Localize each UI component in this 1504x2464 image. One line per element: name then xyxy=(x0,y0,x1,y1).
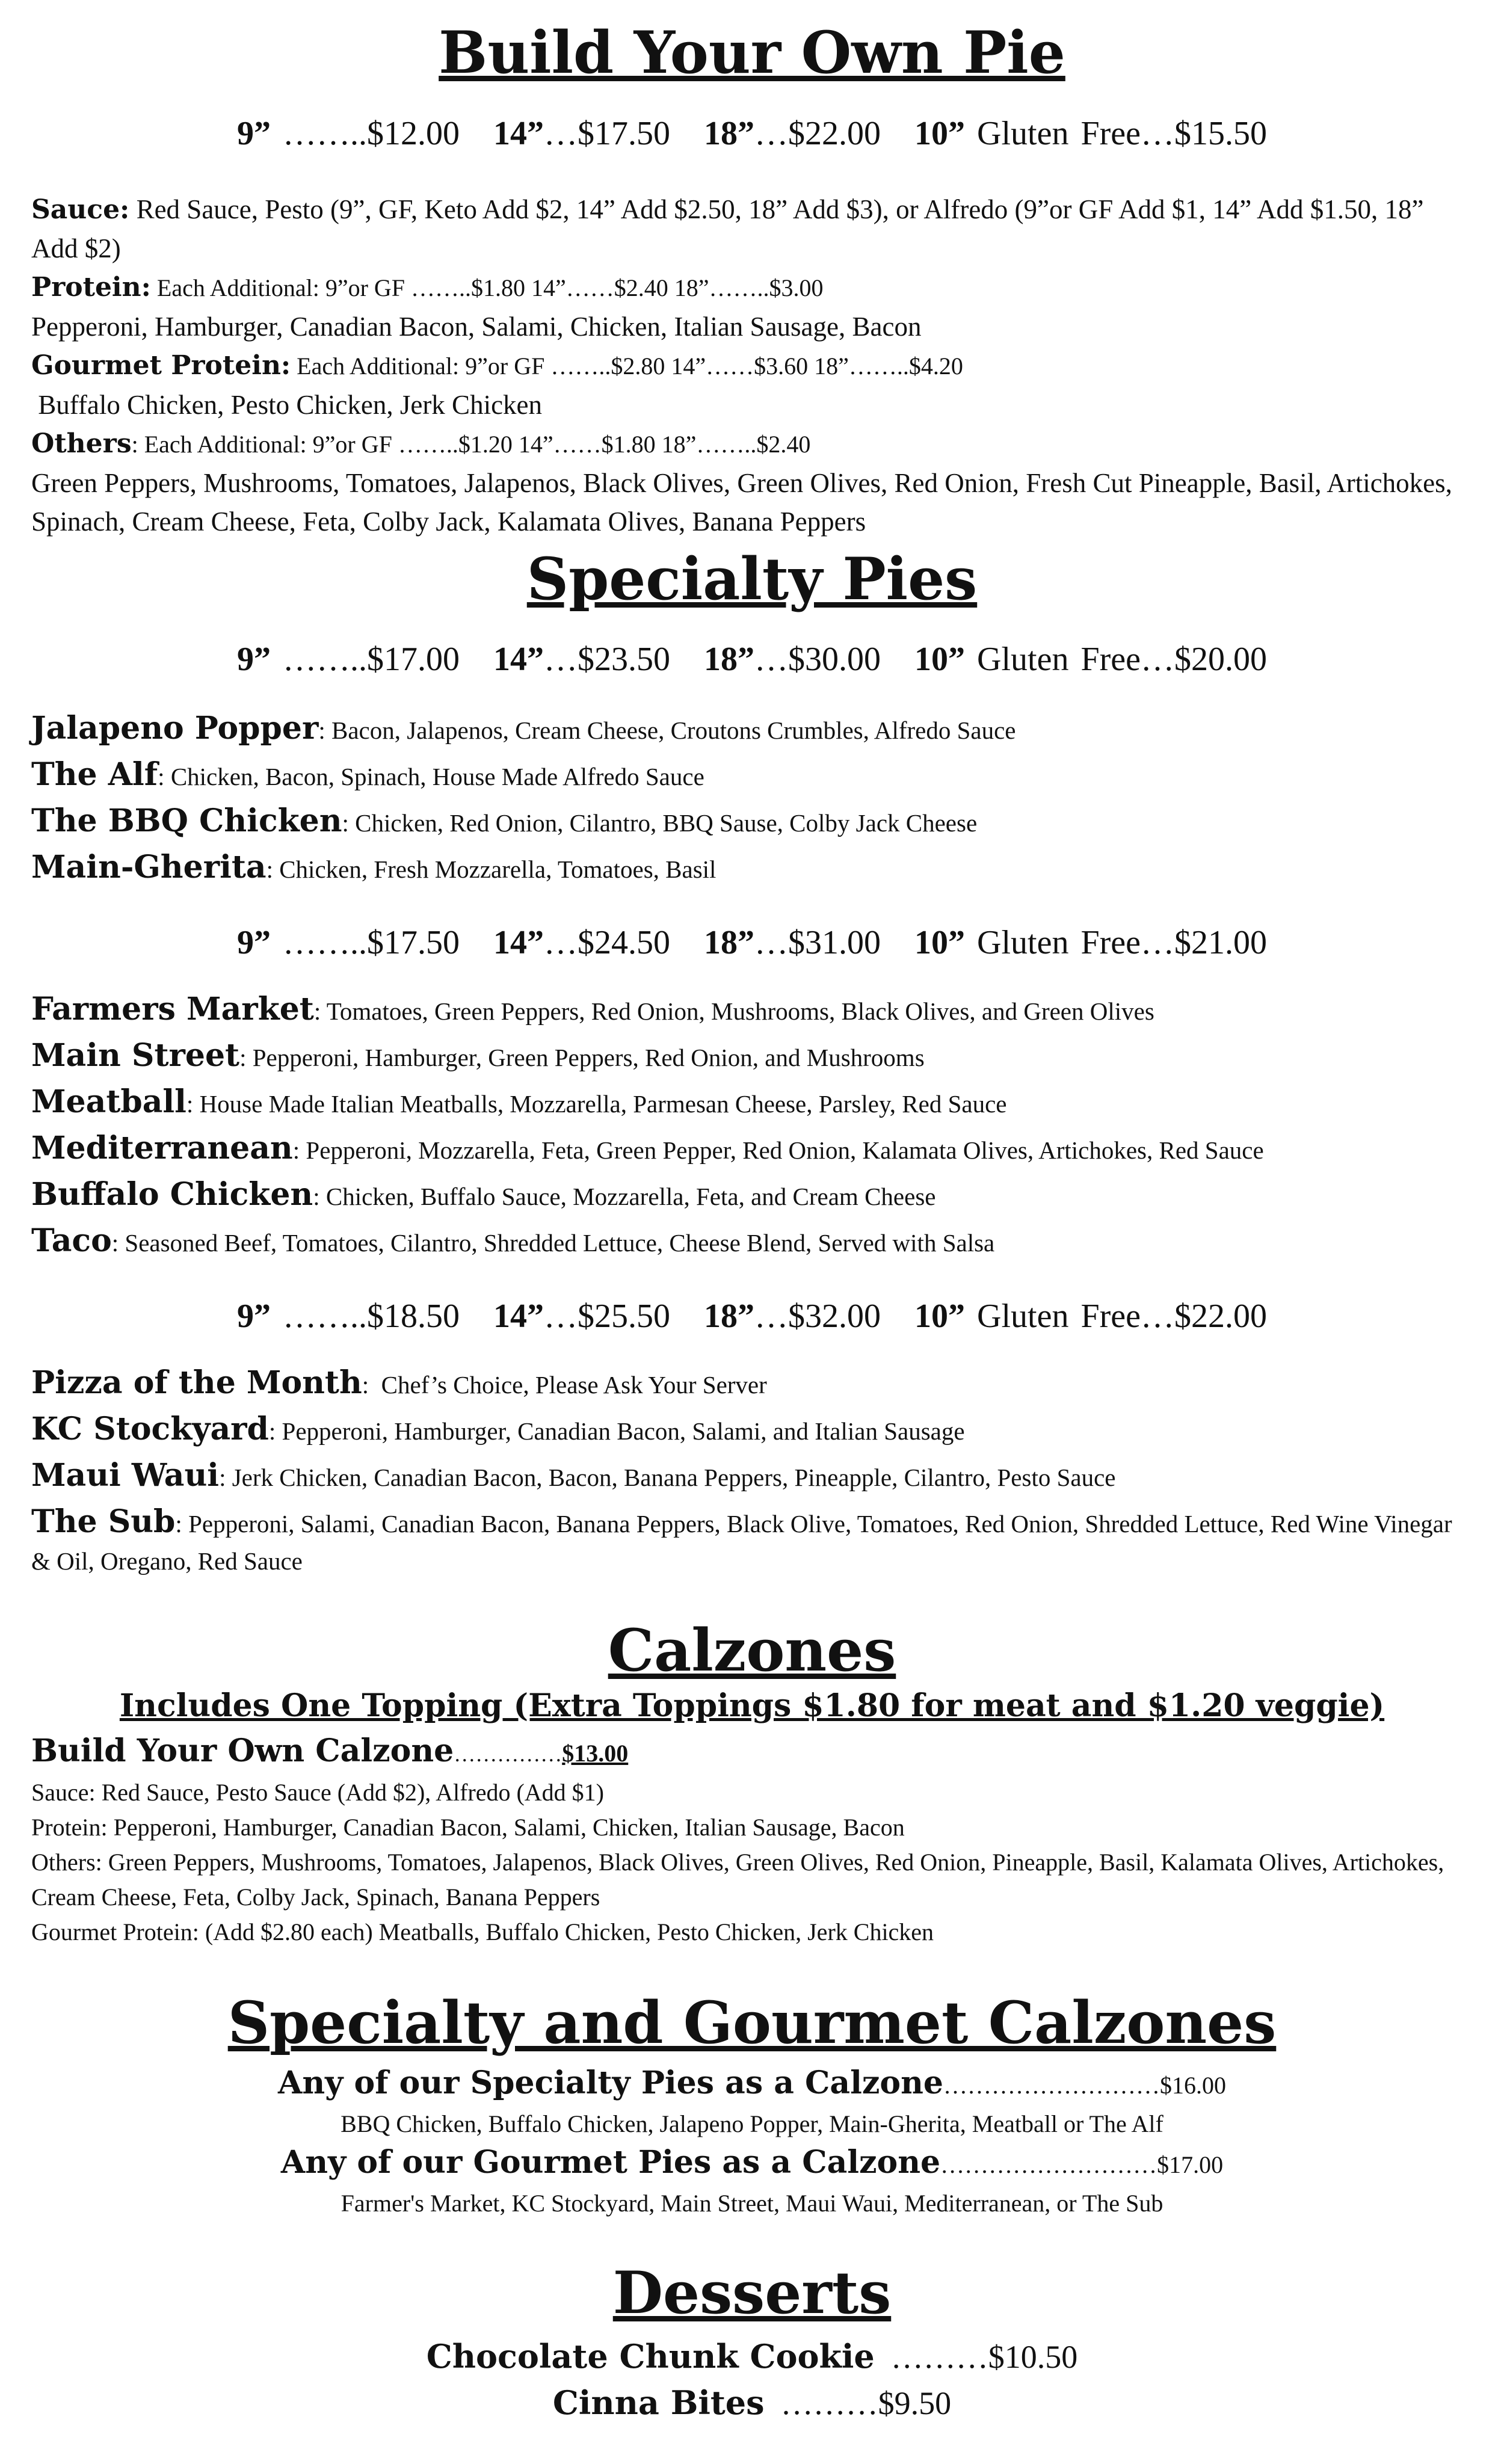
calzone-sauce: Sauce: Red Sauce, Pesto Sauce (Add $2), Alfredo (Add $1) xyxy=(31,1778,604,1806)
dots: … xyxy=(544,1297,578,1335)
gourmet-line xyxy=(31,346,1473,386)
calzone-item-price: $17.00 xyxy=(1157,2151,1224,2178)
gourmet-calzone-list: Farmer's Market, KC Stockyard, Main Street, Maui Waui, Mediterranean, or The Sub xyxy=(341,2189,1163,2217)
specialty-calzones-title: Specialty and Gourmet Calzones xyxy=(227,1988,1277,2057)
pie-name: The BBQ Chicken xyxy=(31,802,342,839)
pie-desc: : Chicken, Red Onion, Cilantro, BBQ Sause, Colby Jack Cheese xyxy=(342,808,978,837)
dots: …….. xyxy=(283,115,368,153)
pie-name: Taco xyxy=(31,1222,112,1259)
size-label: 14” xyxy=(493,115,544,153)
pie-name: The Sub xyxy=(31,1503,176,1541)
protein-line xyxy=(31,268,1473,307)
size-price: $18.50 xyxy=(367,1297,460,1335)
pie-item xyxy=(31,753,1473,799)
calzone-gourmet: Gourmet Protein: (Add $2.80 each) Meatballs, Buffalo Chicken, Pesto Chicken, Jerk Chicken xyxy=(31,1918,934,1945)
pie-desc: : Chef’s Choice, Please Ask Your Server xyxy=(362,1371,767,1399)
size-price: $32.00 xyxy=(788,1297,881,1335)
size-price: $31.00 xyxy=(788,923,881,961)
calzone-protein: Protein: Pepperoni, Hamburger, Canadian Bacon, Salami, Chicken, Italian Sausage, Bacon xyxy=(31,1813,905,1841)
pie-name: The Alf xyxy=(31,756,158,793)
others-list: Green Peppers, Mushrooms, Tomatoes, Jalapenos, Black Olives, Green Olives, Red Onion, Fresh Cut Pineapple, Basil, Artichokes, Spinach, Cream Cheese, Feta, Colby Jack, Kalamata Olives, Banana Peppers xyxy=(31,468,1452,537)
size-label: 9” xyxy=(237,923,271,961)
dots: …………… xyxy=(454,1742,562,1766)
sauce-line xyxy=(31,190,1473,268)
pie-item xyxy=(31,1361,1473,1407)
pie-name: Main-Gherita xyxy=(31,848,267,886)
pie-item xyxy=(31,1033,1473,1080)
gluten-free-label: Gluten Free… xyxy=(977,115,1174,153)
size-label: 14” xyxy=(493,923,544,961)
calzone-item-name: Any of our Gourmet Pies as a Calzone xyxy=(280,2143,941,2181)
pie-desc: : Seasoned Beef, Tomatoes, Cilantro, Shredded Lettuce, Cheese Blend, Served with Salsa xyxy=(111,1228,995,1257)
others-label: Others xyxy=(31,428,132,460)
protein-text: Each Additional: 9”or GF ……..$1.80 14”……$2.40 18”……..$3.00 xyxy=(150,274,824,302)
pie-desc: : Chicken, Buffalo Sauce, Mozzarella, Feta, and Cream Cheese xyxy=(313,1182,936,1210)
pie-desc: : Tomatoes, Green Peppers, Red Onion, Mushrooms, Black Olives, and Green Olives xyxy=(313,997,1154,1025)
build-your-own-title: Build Your Own Pie xyxy=(439,19,1065,87)
byo-calzone xyxy=(31,1730,1473,1775)
pie-desc: : Chicken, Fresh Mozzarella, Tomatoes, Basil xyxy=(266,855,717,883)
size-price: $25.50 xyxy=(578,1297,671,1335)
size-price: $23.50 xyxy=(578,640,671,678)
gluten-free-label: Gluten Free… xyxy=(977,923,1174,961)
size-label: 10” xyxy=(914,640,966,678)
sauce-text: Red Sauce, Pesto (9”, GF, Keto Add $2, 14” Add $2.50, 18” Add $3), or Alfredo (9”or GF Add $1, 14” Add $1.50, 18” Add $2) xyxy=(31,194,1424,264)
byo-price-bar xyxy=(31,114,1473,154)
gourmet-list: Buffalo Chicken, Pesto Chicken, Jerk Chicken xyxy=(31,390,543,420)
size-label: 18” xyxy=(704,115,755,153)
pie-name: Maui Waui xyxy=(31,1457,220,1494)
dessert-item xyxy=(31,2380,1473,2426)
calzone-item-price: $16.00 xyxy=(1159,2071,1226,2099)
pie-desc: : Bacon, Jalapenos, Cream Cheese, Croutons Crumbles, Alfredo Sauce xyxy=(318,716,1016,744)
dessert-price: $10.50 xyxy=(988,2339,1078,2376)
size-label: 9” xyxy=(237,1297,271,1335)
dessert-name: Chocolate Chunk Cookie xyxy=(426,2337,875,2376)
size-label: 9” xyxy=(237,640,271,678)
specialty-pies-title: Specialty Pies xyxy=(526,545,978,614)
pie-name: Main Street xyxy=(31,1036,240,1074)
pie-name: Meatball xyxy=(31,1083,186,1120)
dots: … xyxy=(754,640,789,678)
size-price: $30.00 xyxy=(788,640,881,678)
size-price: $15.50 xyxy=(1174,115,1267,153)
dots: … xyxy=(754,1297,789,1335)
pie-desc: : Pepperoni, Mozzarella, Feta, Green Pepper, Red Onion, Kalamata Olives, Artichokes, Red Sauce xyxy=(292,1136,1264,1164)
dots: … xyxy=(544,923,578,961)
pie-name: Buffalo Chicken xyxy=(31,1175,313,1213)
pie-desc: : Pepperoni, Hamburger, Green Peppers, Red Onion, and Mushrooms xyxy=(239,1043,925,1071)
specialty-calzone-item xyxy=(31,2062,1473,2107)
dessert-name: Cinna Bites xyxy=(552,2383,765,2422)
size-label: 18” xyxy=(704,640,755,678)
pie-desc: : Pepperoni, Hamburger, Canadian Bacon, Salami, and Italian Sausage xyxy=(268,1417,965,1446)
size-label: 14” xyxy=(493,640,544,678)
byo-calzone-name: Build Your Own Calzone xyxy=(31,1732,454,1769)
pie-item xyxy=(31,799,1473,845)
size-label: 14” xyxy=(493,1297,544,1335)
tier3-price-bar xyxy=(31,1296,1473,1337)
size-label: 18” xyxy=(704,1297,755,1335)
size-price: $17.50 xyxy=(367,923,460,961)
dots: …….. xyxy=(283,923,368,961)
size-label: 10” xyxy=(914,923,966,961)
dots: … xyxy=(754,115,789,153)
size-label: 10” xyxy=(914,115,966,153)
tier2-price-bar xyxy=(31,923,1473,963)
pie-item xyxy=(31,1453,1473,1500)
sauce-label: Sauce: xyxy=(31,194,130,226)
gourmet-text: Each Additional: 9”or GF ……..$2.80 14”……$3.60 18”……..$4.20 xyxy=(291,353,963,380)
pie-name: KC Stockyard xyxy=(31,1411,269,1448)
calzones-subtitle: Includes One Topping (Extra Toppings $1.80 for meat and $1.20 veggie) xyxy=(119,1687,1385,1725)
size-price: $12.00 xyxy=(367,115,460,153)
pie-name: Mediterranean xyxy=(31,1129,293,1166)
size-price: $17.00 xyxy=(367,640,460,678)
dots: ……………………… xyxy=(940,2151,1157,2178)
pie-desc: : Chicken, Bacon, Spinach, House Made Alfredo Sauce xyxy=(158,762,704,790)
dots: ……… xyxy=(874,2339,988,2376)
dots: ……… xyxy=(764,2385,878,2422)
size-price: $21.00 xyxy=(1174,923,1267,961)
calzone-item-name: Any of our Specialty Pies as a Calzone xyxy=(278,2064,943,2101)
size-label: 18” xyxy=(704,923,755,961)
pie-item xyxy=(31,1219,1473,1265)
specialty-calzone-list: BBQ Chicken, Buffalo Chicken, Jalapeno Popper, Main-Gherita, Meatball or The Alf xyxy=(341,2110,1163,2137)
pie-item xyxy=(31,706,1473,753)
pie-item xyxy=(31,1172,1473,1219)
protein-list: Pepperoni, Hamburger, Canadian Bacon, Salami, Chicken, Italian Sausage, Bacon xyxy=(31,312,922,342)
desserts-title: Desserts xyxy=(612,2258,892,2327)
gluten-free-label: Gluten Free… xyxy=(977,1297,1174,1335)
dots: …….. xyxy=(283,1297,368,1335)
calzones-title: Calzones xyxy=(608,1616,896,1685)
tier1-price-bar xyxy=(31,639,1473,680)
pie-item xyxy=(31,845,1473,892)
others-text: : Each Additional: 9”or GF ……..$1.20 14”……$1.80 18”……..$2.40 xyxy=(131,431,811,458)
pie-desc: : House Made Italian Meatballs, Mozzarella, Parmesan Cheese, Parsley, Red Sauce xyxy=(186,1089,1007,1118)
protein-label: Protein: xyxy=(31,272,151,303)
pie-name: Jalapeno Popper xyxy=(31,709,319,747)
pie-item xyxy=(31,1407,1473,1453)
dots: … xyxy=(544,115,578,153)
pie-name: Pizza of the Month xyxy=(31,1364,362,1402)
dots: … xyxy=(754,923,789,961)
pie-name: Farmers Market xyxy=(31,990,314,1027)
dots: ……………………… xyxy=(943,2071,1160,2099)
size-price: $20.00 xyxy=(1174,640,1267,678)
pie-item xyxy=(31,1126,1473,1172)
calzone-others: Others: Green Peppers, Mushrooms, Tomatoes, Jalapenos, Black Olives, Green Olives, Red Onion, Pineapple, Basil, Kalamata Olives, Artichokes, Cream Cheese, Feta, Colby Jack, Spinach, Banana Peppers xyxy=(31,1848,1444,1911)
pie-item xyxy=(31,1080,1473,1126)
size-price: $22.00 xyxy=(788,115,881,153)
size-price: $17.50 xyxy=(578,115,671,153)
size-price: $22.00 xyxy=(1174,1297,1267,1335)
dots: … xyxy=(544,640,578,678)
pie-desc: : Jerk Chicken, Canadian Bacon, Bacon, Banana Peppers, Pineapple, Cilantro, Pesto Sauce xyxy=(219,1464,1116,1492)
dessert-price: $9.50 xyxy=(878,2385,952,2422)
dots: …….. xyxy=(283,640,368,678)
byo-calzone-price: $13.00 xyxy=(562,1739,629,1767)
dessert-item xyxy=(31,2333,1473,2380)
size-label: 10” xyxy=(914,1297,966,1335)
gourmet-calzone-item xyxy=(31,2142,1473,2186)
pie-item xyxy=(31,1503,1473,1580)
pie-item xyxy=(31,987,1473,1033)
size-price: $24.50 xyxy=(578,923,671,961)
size-label: 9” xyxy=(237,115,271,153)
gourmet-label: Gourmet Protein: xyxy=(31,350,291,381)
pie-desc: : Pepperoni, Salami, Canadian Bacon, Banana Peppers, Black Olive, Tomatoes, Red Onion, Shredded Lettuce, Red Wine Vinegar & Oil, Oregano, Red Sauce xyxy=(31,1510,1452,1575)
gluten-free-label: Gluten Free… xyxy=(977,640,1174,678)
others-line xyxy=(31,424,1473,464)
